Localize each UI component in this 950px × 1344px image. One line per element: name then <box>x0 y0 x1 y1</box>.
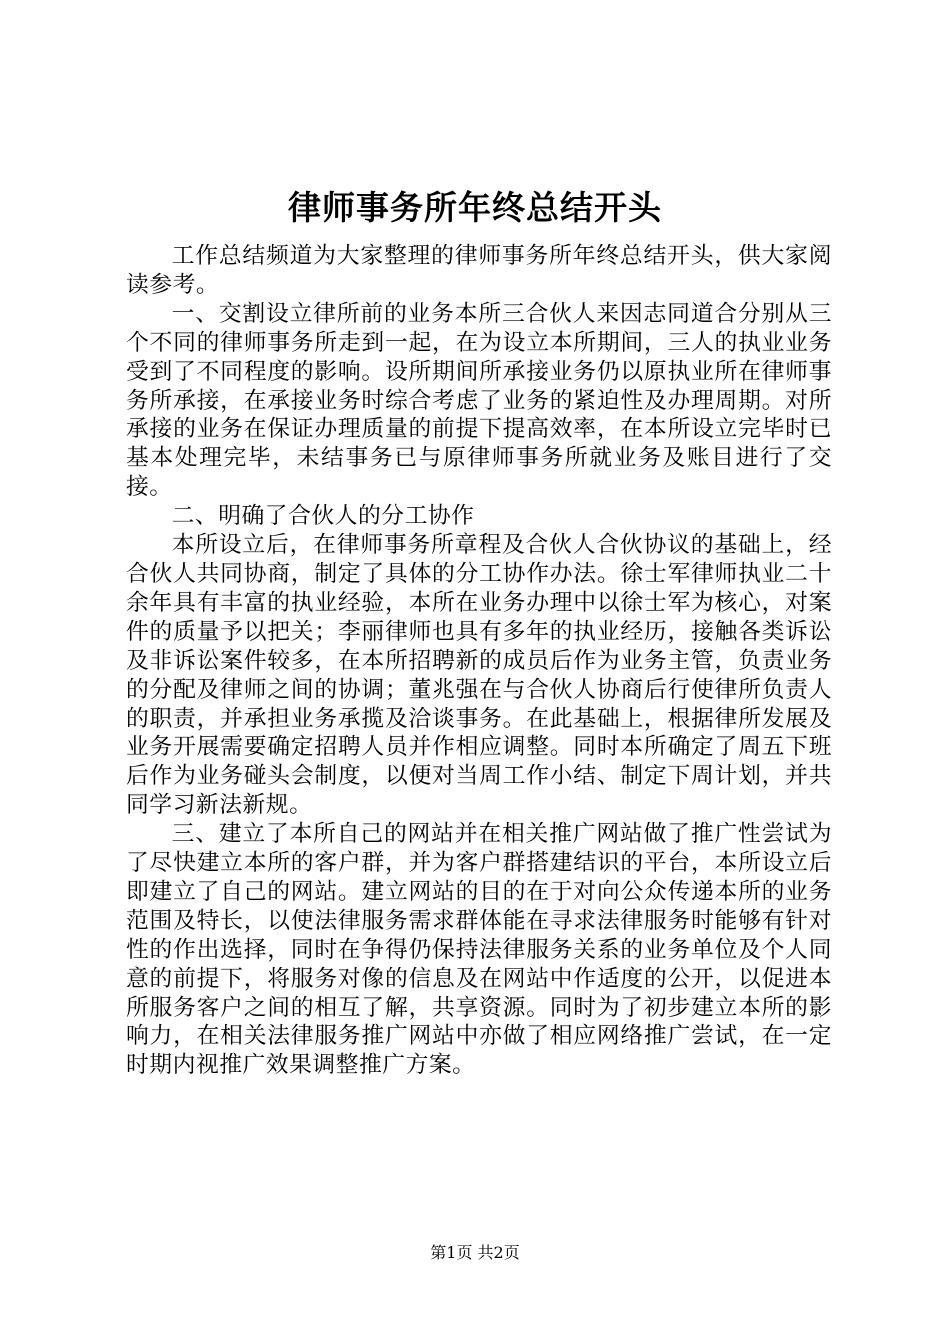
paragraph-section-3: 三、建立了本所自己的网站并在相关推广网站做了推广性尝试为了尽快建立本所的客户群，并为客户群搭建结识的平台，本所设立后即建立了自己的网站。建立网站的目的在于对向公众传递本所的业务范围及特长，以使法律服务需求群体能在寻求法律服务时能够有针对性的作出选择，同时在争得仍保持法律服务关系的业务单位及个人同意的前提下，将服务对像的信息及在网站中作适度的公开，以促进本所服务客户之间的相互了解，共享资源。同时为了初步建立本所的影响力，在相关法律服务推广网站中亦做了相应网络推广尝试，在一定时期内视推广效果调整推广方案。 <box>126 821 832 1079</box>
page-number-footer: 第1页 共2页 <box>430 1243 520 1262</box>
paragraph-section-2: 本所设立后，在律师事务所章程及合伙人合伙协议的基础上，经合伙人共同协商，制定了具体的分工协作办法。徐士军律师执业二十余年具有丰富的执业经验，本所在业务办理中以徐士军为核心，对案件的质量予以把关；李丽律师也具有多年的执业经历，接触各类诉讼及非诉讼案件较多，在本所招聘新的成员后作为业务主管，负责业务的分配及律师之间的协调；董兆强在与合伙人协商后行使律所负责人的职责，并承担业务承揽及洽谈事务。在此基础上，根据律所发展及业务开展需要确定招聘人员并作相应调整。同时本所确定了周五下班后作为业务碰头会制度，以便对当周工作小结、制定下周计划，并共同学习新法新规。 <box>126 532 832 819</box>
document-title: 律师事务所年终总结开头 <box>288 188 662 227</box>
paragraph-section-1: 一、交割设立律所前的业务本所三合伙人来因志同道合分别从三个不同的律师事务所走到一起，在为设立本所期间，三人的执业业务受到了不同程度的影响。设所期间所承接业务仍以原执业所在律师事务所承接，在承接业务时综合考虑了业务的紧迫性及办理周期。对所承接的业务在保证办理质量的前提下提高效率，在本所设立完毕时已基本处理完毕，未结事务已与原律师事务所就业务及账目进行了交接。 <box>126 300 832 501</box>
heading-section-2: 二、明确了合伙人的分工协作 <box>171 503 475 530</box>
document-body <box>126 242 832 1080</box>
paragraph-intro: 工作总结频道为大家整理的律师事务所年终总结开头，供大家阅读参考。 <box>126 243 832 298</box>
